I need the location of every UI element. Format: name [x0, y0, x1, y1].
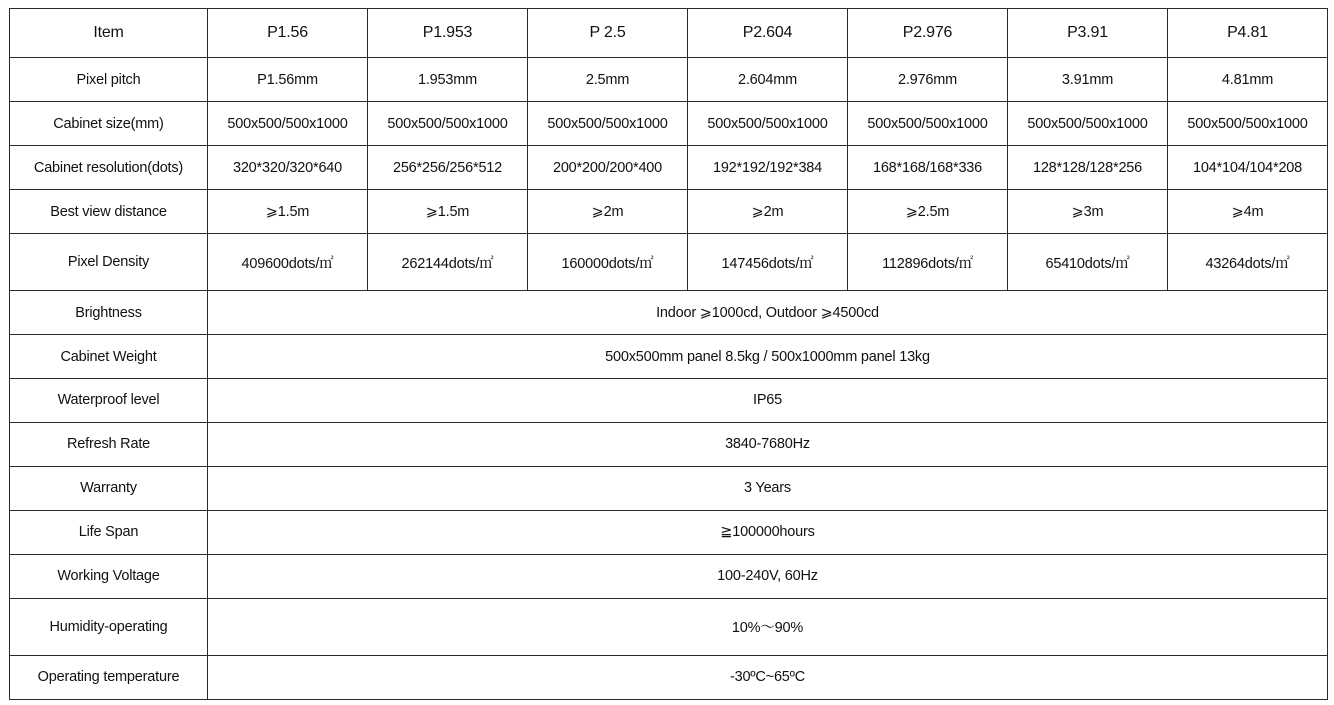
table-row	[10, 422, 1328, 466]
table-cell: ⩾1.5m	[208, 190, 368, 234]
table-cell: 2.976mm	[848, 58, 1008, 102]
row-label: Life Span	[10, 510, 208, 554]
table-cell: 1.953mm	[368, 58, 528, 102]
table-cell: 43264dots/㎡	[1168, 234, 1328, 291]
table-cell: 112896dots/㎡	[848, 234, 1008, 291]
table-cell: 500x500/500x1000	[528, 102, 688, 146]
table-cell: 160000dots/㎡	[528, 234, 688, 291]
table-cell: 500x500/500x1000	[208, 102, 368, 146]
row-label: Operating temperature	[10, 655, 208, 699]
table-cell: 192*192/192*384	[688, 146, 848, 190]
table-cell: ⩾4m	[1168, 190, 1328, 234]
merged-cell: 100-240V, 60Hz	[208, 554, 1328, 598]
table-cell: 200*200/200*400	[528, 146, 688, 190]
table-row	[10, 190, 1328, 234]
merged-cell: IP65	[208, 379, 1328, 423]
table-cell: 147456dots/㎡	[688, 234, 848, 291]
header-cell: P2.976	[848, 9, 1008, 58]
table-row	[10, 58, 1328, 102]
row-label: Warranty	[10, 466, 208, 510]
table-row	[10, 234, 1328, 291]
table-cell: 168*168/168*336	[848, 146, 1008, 190]
table-cell: 3.91mm	[1008, 58, 1168, 102]
header-cell: P 2.5	[528, 9, 688, 58]
table-cell: 4.81mm	[1168, 58, 1328, 102]
table-cell: 500x500/500x1000	[368, 102, 528, 146]
row-label: Waterproof level	[10, 379, 208, 423]
merged-cell: 3840-7680Hz	[208, 422, 1328, 466]
merged-cell: ≧100000hours	[208, 510, 1328, 554]
merged-cell: 10%～90%	[208, 598, 1328, 655]
row-label: Pixel Density	[10, 234, 208, 291]
table-cell: 2.604mm	[688, 58, 848, 102]
table-row	[10, 554, 1328, 598]
merged-cell: -30ºC~65ºC	[208, 655, 1328, 699]
merged-cell: 500x500mm panel 8.5kg / 500x1000mm panel 13kg	[208, 335, 1328, 379]
header-cell: P2.604	[688, 9, 848, 58]
table-row	[10, 655, 1328, 699]
table-cell: ⩾3m	[1008, 190, 1168, 234]
table-row	[10, 291, 1328, 335]
table-cell: 409600dots/㎡	[208, 234, 368, 291]
table-cell: 2.5mm	[528, 58, 688, 102]
table-cell: ⩾1.5m	[368, 190, 528, 234]
table-row	[10, 146, 1328, 190]
header-cell: Item	[10, 9, 208, 58]
header-cell: P1.56	[208, 9, 368, 58]
merged-cell: Indoor ⩾1000cd, Outdoor ⩾4500cd	[208, 291, 1328, 335]
table-cell: ⩾2m	[688, 190, 848, 234]
row-label: Working Voltage	[10, 554, 208, 598]
table-cell: 256*256/256*512	[368, 146, 528, 190]
header-cell: P1.953	[368, 9, 528, 58]
table-row	[10, 466, 1328, 510]
table-cell: P1.56mm	[208, 58, 368, 102]
table-cell: 320*320/320*640	[208, 146, 368, 190]
table-cell: ⩾2m	[528, 190, 688, 234]
header-cell: P4.81	[1168, 9, 1328, 58]
row-label: Cabinet Weight	[10, 335, 208, 379]
table-cell: 500x500/500x1000	[848, 102, 1008, 146]
table-row	[10, 335, 1328, 379]
row-label: Refresh Rate	[10, 422, 208, 466]
header-cell: P3.91	[1008, 9, 1168, 58]
table-cell: 262144dots/㎡	[368, 234, 528, 291]
spec-table	[9, 8, 1328, 700]
row-label: Cabinet size(mm)	[10, 102, 208, 146]
table-row	[10, 102, 1328, 146]
merged-cell: 3 Years	[208, 466, 1328, 510]
table-cell: 500x500/500x1000	[1008, 102, 1168, 146]
row-label: Pixel pitch	[10, 58, 208, 102]
header-row	[10, 9, 1328, 58]
table-cell: 500x500/500x1000	[1168, 102, 1328, 146]
table-cell: ⩾2.5m	[848, 190, 1008, 234]
table-cell: 65410dots/㎡	[1008, 234, 1168, 291]
row-label: Humidity-operating	[10, 598, 208, 655]
table-cell: 104*104/104*208	[1168, 146, 1328, 190]
table-cell: 500x500/500x1000	[688, 102, 848, 146]
table-cell: 128*128/128*256	[1008, 146, 1168, 190]
row-label: Best view distance	[10, 190, 208, 234]
table-row	[10, 598, 1328, 655]
row-label: Cabinet resolution(dots)	[10, 146, 208, 190]
row-label: Brightness	[10, 291, 208, 335]
table-row	[10, 379, 1328, 423]
table-row	[10, 510, 1328, 554]
